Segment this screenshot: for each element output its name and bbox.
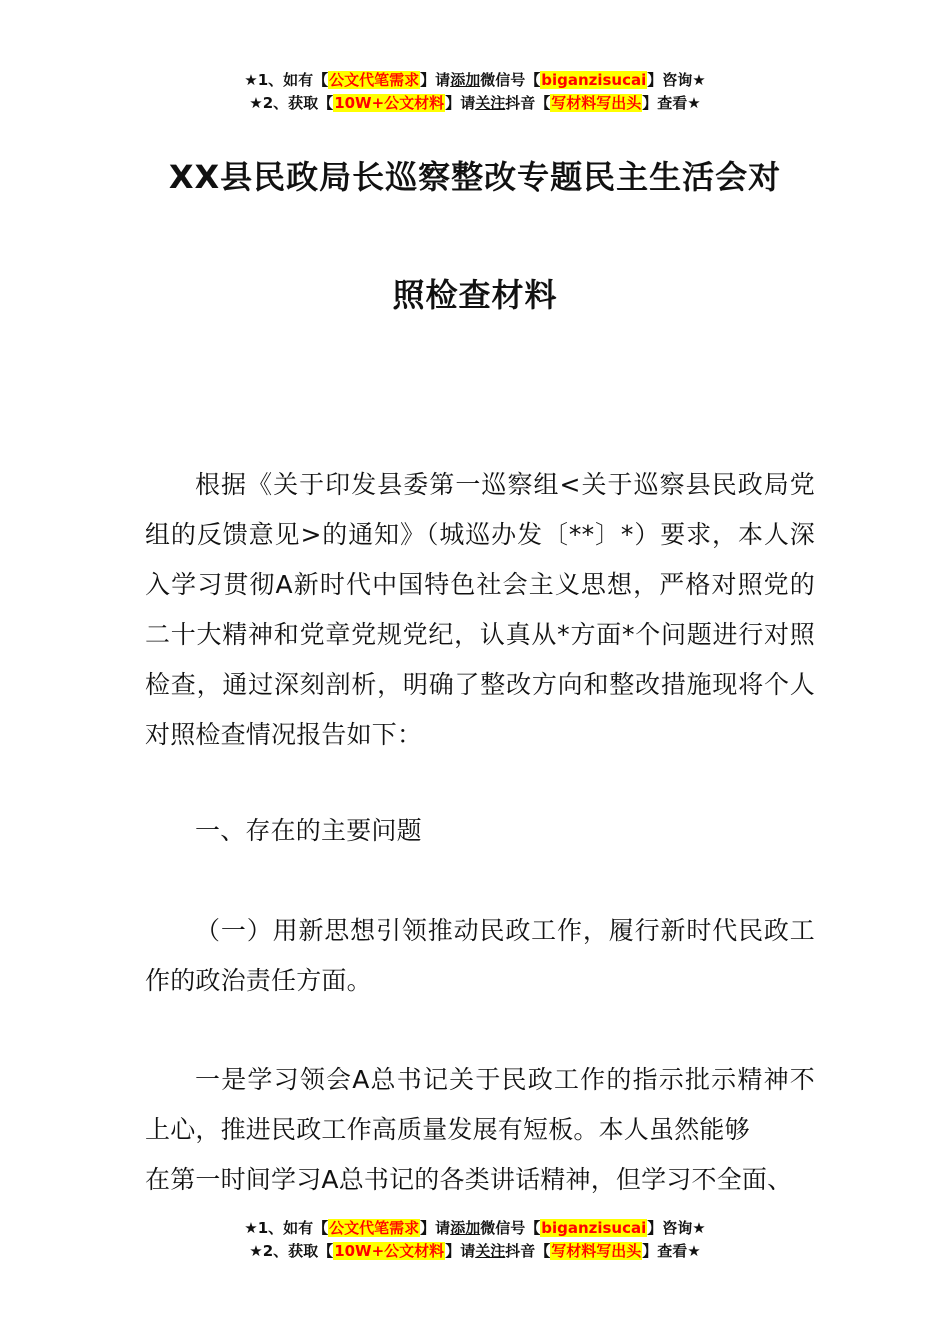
problem-paragraph-text: 一是学习领会A总书记关于民政工作的指示批示精神不上心，推进民政工作高质量发展有短板。本人虽然能够 [145,1065,815,1144]
section-heading: 一、存在的主要问题 [195,816,422,845]
intro-paragraph: 根据《关于印发县委第一巡察组<关于巡察县民政局党组的反馈意见>的通知》（城巡办发〔**〕*）要求，本人深入学习贯彻A新时代中国特色社会主义思想，严格对照党的二十大精神和党章党规党纪，认真从*方面*个问题进行对照检查，通过深刻剖析，明确了整改方向和整改措施现将个人对照检查情况报告如下： [145,470,815,749]
bottom-banner [0,1217,950,1263]
problem-paragraph [145,1055,815,1205]
document-title-line-2: 照检查材料 [392,276,558,314]
banner-line-2-bottom: ★2、获取【10W+公文材料】请关注抖音【写材料写出头】查看★ [249,1242,701,1260]
highlight-materials: 10W+公文材料 [334,94,445,112]
highlight-wechat-id: biganzisucai [541,71,647,89]
highlight-service: 公文代笔需求 [329,71,420,89]
top-banner [0,69,950,115]
highlight-douyin-id: 写材料写出头 [551,94,642,112]
banner-line-2: ★2、获取【10W+公文材料】请关注抖音【写材料写出头】查看★ [249,94,701,112]
problem-paragraph-continued: 在第一时间学习A总书记的各类讲话精神，但学习不全面、 [145,1165,793,1194]
banner-line-1: ★1、如有【公文代笔需求】请添加微信号【biganzisucai】咨询★ [244,71,706,89]
subsection-heading: （一）用新思想引领推动民政工作，履行新时代民政工作的政治责任方面。 [145,916,815,995]
banner-line-1-bottom: ★1、如有【公文代笔需求】请添加微信号【biganzisucai】咨询★ [244,1219,706,1237]
document-title-line-1: XX县民政局长巡察整改专题民主生活会对 [168,158,782,196]
